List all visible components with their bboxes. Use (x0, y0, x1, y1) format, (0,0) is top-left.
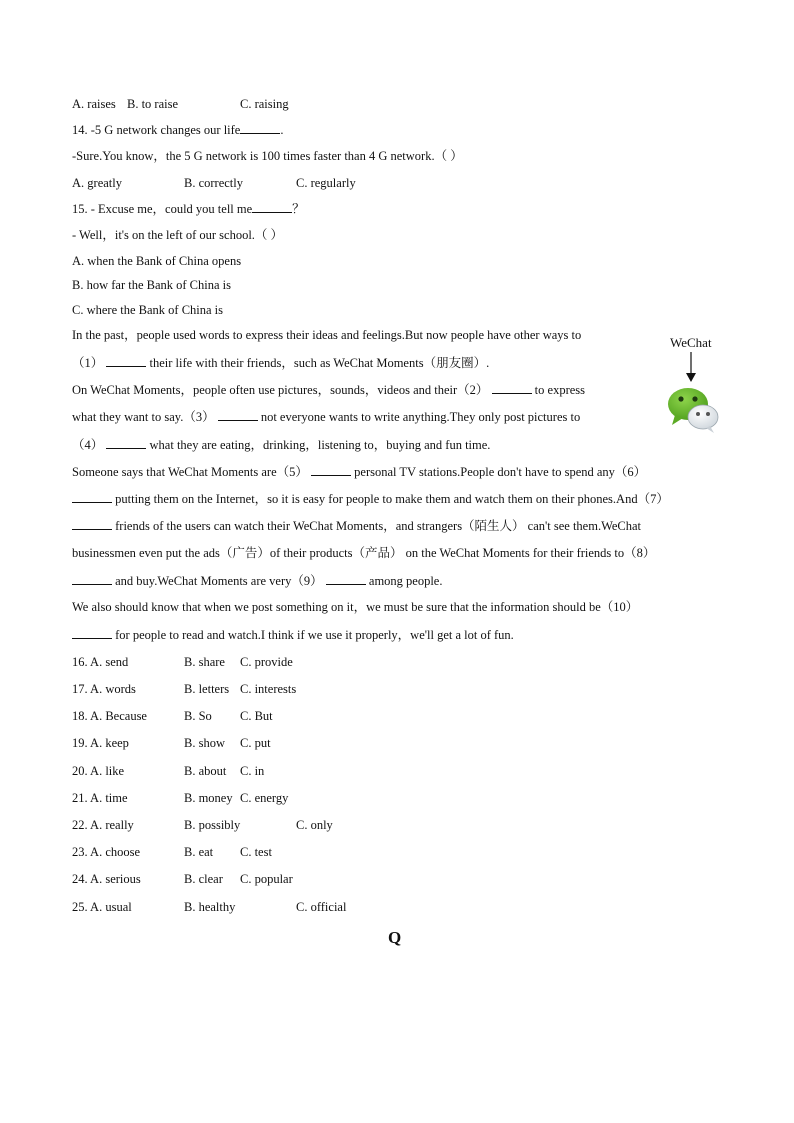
blank-9 (326, 572, 366, 585)
blank-4-number: （4） (72, 438, 107, 452)
passage-text: Someone says that WeChat Moments are（5） (72, 465, 312, 479)
choice-16-option-b: B. share (184, 655, 225, 669)
q14-stem-text: 14. -5 G network changes our life (72, 123, 241, 137)
choice-23-option-b: B. eat (184, 845, 214, 859)
q15-blank (252, 200, 292, 213)
passage-line-1: In the past，people used words to express their ideas and feelings.But now people have other ways to (72, 328, 582, 342)
passage-text: what they are eating，drinking，listening to，buying and fun time. (146, 438, 491, 452)
wechat-logo-icon (666, 385, 720, 435)
choice-22-option-b: B. possibly (184, 818, 241, 832)
choice-25-option-c: C. official (296, 900, 347, 914)
passage-line-10 (72, 572, 442, 589)
choice-24-option-c: C. popular (240, 872, 293, 886)
choice-21-option-c: C. energy (240, 791, 289, 805)
arrow-down-icon (684, 352, 698, 382)
blank-2 (492, 381, 532, 394)
choice-20-option-c: C. in (240, 764, 265, 778)
choice-22-option-c: C. only (296, 818, 333, 832)
q15-option-b: B. how far the Bank of China is (72, 278, 232, 292)
choice-17-option-a: 17. A. words (72, 682, 136, 696)
q15-reply: - Well，it's on the left of our school.（ ） (72, 228, 284, 242)
blank-5 (311, 463, 351, 476)
choice-18-option-b: B. So (184, 709, 212, 723)
blank-4 (106, 436, 146, 449)
choice-21-option-a: 21. A. time (72, 791, 128, 805)
passage-text: not everyone wants to write anything.They only post pictures to (257, 410, 581, 424)
passage-text: and buy.WeChat Moments are very（9） (112, 574, 326, 588)
choice-25-option-a: 25. A. usual (72, 900, 132, 914)
choice-23-option-a: 23. A. choose (72, 845, 141, 859)
passage-line-3 (72, 381, 585, 398)
passage-line-5 (72, 436, 490, 453)
passage-text: putting them on the Internet，so it is easy for people to make them and watch them on their phones.And（7） (112, 492, 669, 506)
passage-line-7 (72, 490, 669, 507)
q14-option-c: C. regularly (296, 176, 356, 190)
choice-18-option-a: 18. A. Because (72, 709, 147, 723)
passage-text: for people to read and watch.I think if we use it properly，we'll get a lot of fun. (112, 628, 514, 642)
q15-stem-end: ？ (292, 202, 305, 216)
q13-option-c: C. raising (240, 97, 289, 111)
blank-1 (106, 354, 146, 367)
passage-text: personal TV stations.People don't have to spend any（6） (351, 465, 647, 479)
passage-line-6 (72, 463, 646, 480)
passage-line-12 (72, 626, 514, 643)
choice-19-option-b: B. show (184, 736, 225, 750)
choice-18-option-c: C. But (240, 709, 273, 723)
footer-mark: Q (388, 928, 402, 947)
choice-17-option-b: B. letters (184, 682, 230, 696)
choice-20-option-b: B. about (184, 764, 227, 778)
blank-6 (72, 490, 112, 503)
q14-option-b: B. correctly (184, 176, 244, 190)
blank-7 (72, 517, 112, 530)
choice-20-option-a: 20. A. like (72, 764, 125, 778)
q15-option-c: C. where the Bank of China is (72, 303, 224, 317)
choice-17-option-c: C. interests (240, 682, 297, 696)
q15-option-a: A. when the Bank of China opens (72, 254, 242, 268)
wechat-label: WeChat (670, 335, 712, 350)
q13-option-b: B. to raise (127, 97, 179, 111)
choice-22-option-a: 22. A. really (72, 818, 134, 832)
choice-25-option-b: B. healthy (184, 900, 236, 914)
passage-text: friends of the users can watch their WeChat Moments，and strangers（陌生人） can't see them.WeChat (112, 519, 642, 533)
passage-text: among people. (365, 574, 443, 588)
passage-line-8 (72, 517, 641, 534)
choice-19-option-a: 19. A. keep (72, 736, 129, 750)
blank-8 (72, 572, 112, 585)
q15-stem-text: 15. - Excuse me，could you tell me (72, 202, 253, 216)
blank-3 (218, 408, 258, 421)
choice-24-option-a: 24. A. serious (72, 872, 141, 886)
choice-24-option-b: B. clear (184, 872, 223, 886)
choice-16-option-c: C. provide (240, 655, 293, 669)
q14-reply: -Sure.You know，the 5 G network is 100 times faster than 4 G network.（ ） (72, 149, 463, 163)
q14-stem-end: . (280, 123, 284, 137)
passage-text: to express (531, 383, 586, 397)
passage-line-4 (72, 408, 580, 425)
blank-1-number: （1） (72, 356, 107, 370)
choice-16-option-a: 16. A. send (72, 655, 129, 669)
passage-line-11: We also should know that when we post something on it，we must be sure that the information should be（10） (72, 600, 639, 614)
blank-10 (72, 626, 112, 639)
q14-stem (72, 121, 283, 138)
passage-text: what they want to say.（3） (72, 410, 218, 424)
q14-option-a: A. greatly (72, 176, 122, 190)
choice-23-option-c: C. test (240, 845, 272, 859)
passage-line-9: businessmen even put the ads（广告）of their products（产品） on the WeChat Moments for their friends to（8） (72, 546, 656, 560)
q13-option-a: A. raises (72, 97, 116, 111)
q14-blank (240, 121, 280, 134)
q15-stem (72, 200, 305, 217)
choice-19-option-c: C. put (240, 736, 271, 750)
passage-text: On WeChat Moments，people often use pictures，sounds，videos and their（2） (72, 383, 492, 397)
passage-text: their life with their friends，such as WeChat Moments（朋友圈）. (146, 356, 490, 370)
passage-line-2 (72, 354, 489, 371)
choice-21-option-b: B. money (184, 791, 233, 805)
